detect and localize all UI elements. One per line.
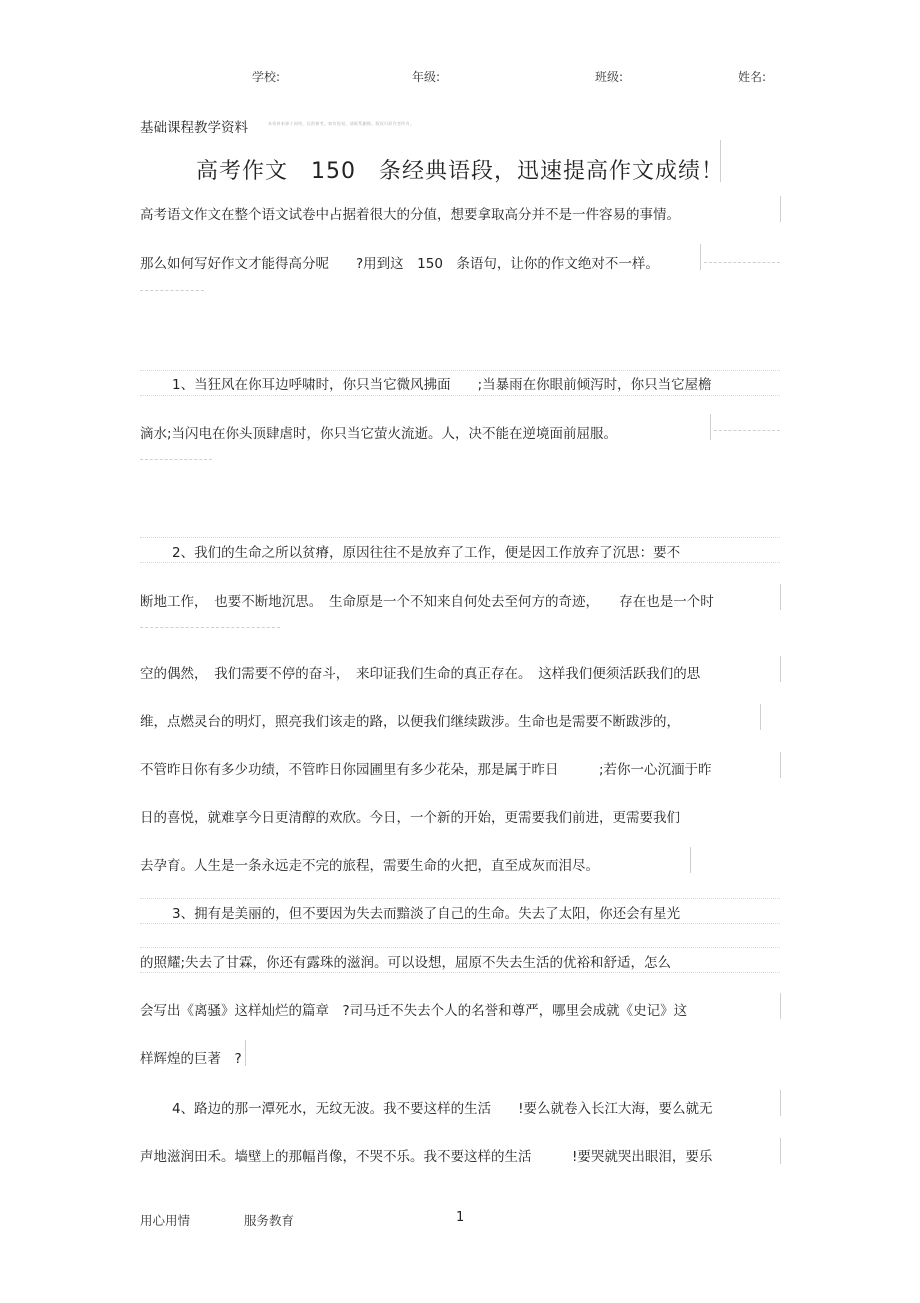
doc-subtitle: 基础课程教学资料 [140, 120, 248, 136]
scan-rule [720, 140, 721, 182]
paragraph-2-line-5: 不管昨日你有多少功绩，不管昨日你园圃里有多少花朵，那是属于昨日 ;若你一心沉湎于昨 [140, 762, 712, 778]
name-label: 姓名: [738, 70, 767, 84]
page-number: 1 [456, 1210, 465, 1225]
scan-rule [780, 196, 781, 222]
scan-rule [760, 704, 761, 730]
paragraph-1-line-2: 滴水;当闪电在你头顶肆虐时，你只当它萤火流逝。人，决不能在逆境面前屈服。 [140, 426, 618, 442]
paragraph-2-line-1: 2、我们的生命之所以贫瘠，原因往往不是放弃了工作，便是因工作放弃了沉思：要不 [172, 545, 681, 561]
paragraph-2-line-3: 空的偶然， 我们需要不停的奋斗， 来印证我们生命的真正存在。 这样我们便须活跃我们的思 [140, 666, 701, 682]
paragraph-1-line-1: 1、当狂风在你耳边呼啸时，你只当它微风拂面 ;当暴雨在你眼前倾泻时，你只当它屋檐 [172, 377, 712, 393]
paragraph-3-line-2: 的照耀;失去了甘霖，你还有露珠的滋润。可以设想，屈原不失去生活的优裕和舒适，怎么 [140, 955, 672, 971]
scan-rule [245, 1040, 246, 1066]
paragraph-4-line-2: 声地滋润田禾。墙壁上的那幅肖像，不哭不乐。我不要这样的生活 !要哭就哭出眼泪，要乐 [140, 1149, 713, 1165]
scan-rule [780, 1090, 781, 1116]
paragraph-2-line-4: 维，点燃灵台的明灯，照亮我们该走的路，以便我们继续跋涉。生命也是需要不断跋涉的， [140, 714, 680, 730]
paragraph-4-line-1: 4、路边的那一潭死水，无纹无波。我不要这样的生活 !要么就卷入长江大海，要么就无 [172, 1101, 713, 1117]
footer-middle: 服务教育 [244, 1213, 295, 1228]
dotted-rule [714, 430, 780, 431]
page-title: 高考作文 150 条经典语段，迅速提高作文成绩！ [196, 159, 724, 184]
dotted-rule [704, 262, 780, 263]
paragraph-3-line-4: 样辉煌的巨著 ? [140, 1051, 242, 1067]
scan-rule [780, 584, 781, 610]
intro-line-1: 高考语文作文在整个语文试卷中占据着很大的分值，想要拿取高分并不是一件容易的事情。 [140, 207, 680, 223]
dotted-rule [140, 627, 280, 628]
dotted-rule [140, 459, 212, 460]
paragraph-2-line-7: 去孕育。人生是一条永远走不完的旅程，需要生命的火把，直至成灰而泪尽。 [140, 858, 599, 874]
intro-line-2: 那么如何写好作文才能得高分呢 ?用到这 150 条语句，让你的作文绝对不一样。 [140, 256, 659, 272]
scan-rule [780, 752, 781, 778]
fine-print: 本资料来源于网络，仅供参考。如有侵权，请联系删除。版权归原作者所有。 [268, 121, 415, 126]
scan-rule [690, 847, 691, 873]
school-label: 学校: [252, 70, 281, 84]
scan-rule [700, 244, 701, 270]
paragraph-3-line-1: 3、拥有是美丽的，但不要因为失去而黯淡了自己的生命。失去了太阳，你还会有星光 [172, 906, 681, 922]
scan-rule [780, 993, 781, 1019]
grade-label: 年级: [412, 70, 441, 84]
scan-rule [780, 656, 781, 682]
paragraph-2-line-2: 断地工作， 也要不断地沉思。 生命原是一个不知来自何处去至何方的奇迹， 存在也是一个时 [140, 594, 714, 610]
paragraph-3-line-3: 会写出《离骚》这样灿烂的篇章 ?司马迁不失去个人的名誉和尊严，哪里会成就《史记》这 [140, 1003, 688, 1019]
dotted-rule [140, 290, 204, 291]
scan-rule [780, 1138, 781, 1164]
paragraph-2-line-6: 日的喜悦，就难享今日更清醇的欢欣。今日，一个新的开始，更需要我们前进，更需要我们 [140, 810, 680, 826]
class-label: 班级: [595, 70, 624, 84]
footer-left: 用心用情 [140, 1213, 191, 1228]
scan-rule [710, 414, 711, 440]
